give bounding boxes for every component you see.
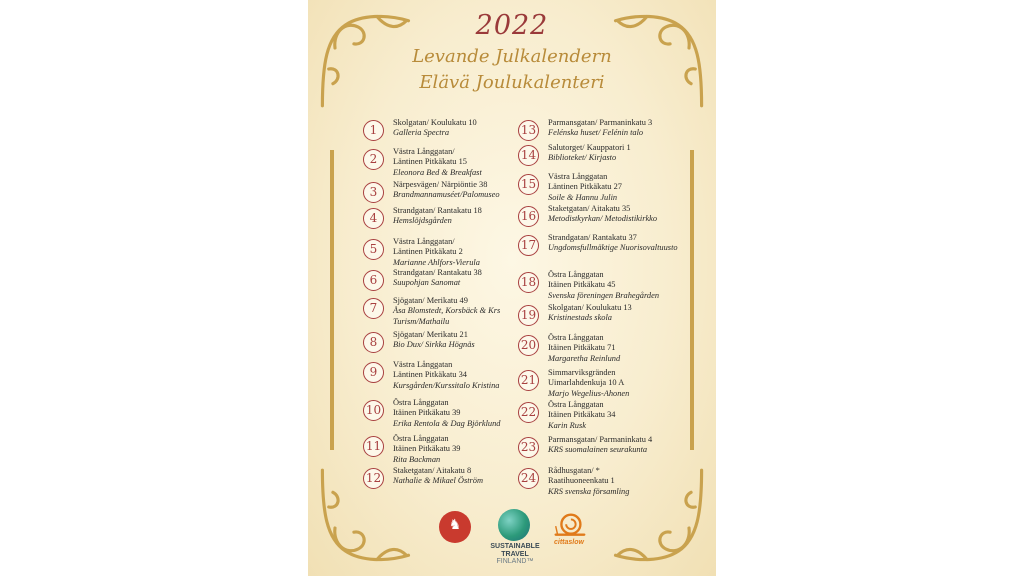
host-name: Karin Rusk xyxy=(548,420,586,430)
sustainable-travel-text xyxy=(476,543,554,566)
calendar-year: 2022 xyxy=(475,10,549,41)
day-number-badge: 16 xyxy=(518,206,539,227)
entry-text xyxy=(548,333,698,364)
host-name: Suupohjan Sanomat xyxy=(393,278,461,288)
address-line: Sjögatan/ Merikatu 21 xyxy=(393,330,468,339)
logo-text-line2: TRAVEL xyxy=(501,550,529,558)
host-name: Margaretha Reinlund xyxy=(548,353,621,363)
address-line: Raatihuoneenkatu 1 xyxy=(548,476,615,486)
address-line: Staketgatan/ Aitakatu 8 xyxy=(393,466,472,475)
day-number-badge: 24 xyxy=(518,468,539,489)
host-name: Ungdomsfullmäktige Nuorisovaltuusto xyxy=(548,243,678,253)
address-line: Strandgatan/ Rantakatu 37 xyxy=(548,233,637,242)
day-number-badge: 7 xyxy=(363,298,384,319)
entry-text xyxy=(548,303,698,324)
address-line: Östra Långgatan xyxy=(393,398,449,407)
address-line: Läntinen Pitkäkatu 34 xyxy=(393,370,467,380)
day-number-badge: 23 xyxy=(518,437,539,458)
entry-text xyxy=(548,233,698,254)
calendar-poster xyxy=(308,0,716,576)
day-number-badge: 18 xyxy=(518,272,539,293)
entry-text xyxy=(548,204,698,225)
address-line: Läntinen Pitkäkatu 27 xyxy=(548,182,622,192)
host-name: Kristinestads skola xyxy=(548,313,612,323)
address-line: Västra Långgatan xyxy=(393,360,453,369)
address-line: Simmarviksgränden xyxy=(548,368,616,377)
entry-text xyxy=(548,172,698,203)
host-name: Marjo Wegelius-Ahonen xyxy=(548,388,630,398)
day-number-badge: 4 xyxy=(363,208,384,229)
day-number-badge: 10 xyxy=(363,400,384,421)
host-name: Bio Dux/ Sirkka Högnäs xyxy=(393,340,475,350)
address-line: Östra Långgatan xyxy=(548,270,604,279)
address-line: Itäinen Pitkäkatu 39 xyxy=(393,444,461,454)
host-name: Kursgården/Kurssitalo Kristina xyxy=(393,380,500,390)
host-name: Eleonora Bed & Breakfast xyxy=(393,167,482,177)
title-finnish: Elävä Joulukalenteri xyxy=(419,72,605,93)
day-number-badge: 15 xyxy=(518,174,539,195)
address-line: Rådhusgatan/ * xyxy=(548,466,600,475)
day-number-badge: 19 xyxy=(518,305,539,326)
title-swedish: Levande Julkalendern xyxy=(412,46,612,67)
day-number-badge: 3 xyxy=(363,182,384,203)
day-number-badge: 14 xyxy=(518,145,539,166)
address-line: Parmansgatan/ Parmaninkatu 4 xyxy=(548,435,653,444)
host-name: Erika Rentola & Dag Björklund xyxy=(393,418,501,428)
day-number-badge: 17 xyxy=(518,235,539,256)
day-number-badge: 2 xyxy=(363,149,384,170)
address-line: Staketgatan/ Aitakatu 35 xyxy=(548,204,631,213)
address-line: Närpesvägen/ Närpiöntie 38 xyxy=(393,180,488,189)
address-line: Strandgatan/ Rantakatu 18 xyxy=(393,206,482,215)
address-line: Sjögatan/ Merikatu 49 xyxy=(393,296,468,305)
address-line: Salutorget/ Kauppatori 1 xyxy=(548,143,631,152)
day-number-badge: 11 xyxy=(363,436,384,457)
day-number-badge: 9 xyxy=(363,362,384,383)
address-line: Itäinen Pitkäkatu 45 xyxy=(548,280,616,290)
day-number-badge: 20 xyxy=(518,335,539,356)
host-name: KRS svenska församling xyxy=(548,486,630,496)
day-number-badge: 6 xyxy=(363,270,384,291)
day-number-badge: 22 xyxy=(518,402,539,423)
day-number-badge: 5 xyxy=(363,239,384,260)
address-line: Itäinen Pitkäkatu 39 xyxy=(393,408,461,418)
host-name: Brandmannamuséet/Palomuseo xyxy=(393,190,500,200)
day-number-badge: 12 xyxy=(363,468,384,489)
address-line: Östra Långgatan xyxy=(393,434,449,443)
host-name: KRS suomalainen seurakunta xyxy=(548,445,648,455)
address-line: Östra Långgatan xyxy=(548,333,604,342)
address-line: Uimarlahdenkuja 10 A xyxy=(548,378,625,388)
entry-text xyxy=(548,400,698,431)
day-number-badge: 21 xyxy=(518,370,539,391)
entry-text xyxy=(548,466,698,497)
host-name: Nathalie & Mikael Öström xyxy=(393,476,484,486)
heraldic-red-logo-icon: ♞ xyxy=(439,511,471,543)
address-line: Västra Långgatan/ xyxy=(393,147,455,156)
host-name: Metodistkyrkan/ Metodistikirkko xyxy=(548,214,658,224)
host-name: Galleria Spectra xyxy=(393,128,450,138)
sustainable-travel-globe-icon xyxy=(498,509,530,541)
day-number-badge: 8 xyxy=(363,332,384,353)
day-number-badge: 1 xyxy=(363,120,384,141)
host-name: Felénska huset/ Felénin talo xyxy=(548,128,644,138)
address-line: Itäinen Pitkäkatu 34 xyxy=(548,410,616,420)
address-line: Skolgatan/ Koulukatu 10 xyxy=(393,118,477,127)
entry-text xyxy=(548,143,698,164)
address-line: Parmansgatan/ Parmaninkatu 3 xyxy=(548,118,653,127)
logo-text-line1: SUSTAINABLE xyxy=(490,543,540,550)
address-line: Strandgatan/ Rantakatu 38 xyxy=(393,268,482,277)
address-line: Västra Långgatan xyxy=(548,172,608,181)
entry-text xyxy=(548,270,698,301)
day-number-badge: 13 xyxy=(518,120,539,141)
host-name: Åsa Blomstedt, Korsbäck & Krs Turism/Mathailu xyxy=(393,306,501,326)
address-line: Läntinen Pitkäkatu 2 xyxy=(393,247,463,257)
address-line: Läntinen Pitkäkatu 15 xyxy=(393,157,467,167)
entry-text xyxy=(548,435,698,456)
entry-text xyxy=(548,118,698,139)
host-name: Biblioteket/ Kirjasto xyxy=(548,153,617,163)
host-name: Hemslöjdsgården xyxy=(393,216,452,226)
address-line: Skolgatan/ Koulukatu 13 xyxy=(548,303,632,312)
address-line: Itäinen Pitkäkatu 71 xyxy=(548,343,616,353)
entry-text xyxy=(548,368,698,399)
cittaslow-text: cittaslow xyxy=(554,539,584,546)
host-name: Soile & Hannu Julin xyxy=(548,192,618,202)
left-border-bar xyxy=(330,150,334,450)
host-name: Svenska föreningen Brahegården xyxy=(548,290,660,300)
logo-text-line3: FINLAND™ xyxy=(496,558,534,565)
sponsor-logos xyxy=(308,505,716,570)
address-line: Västra Långgatan/ xyxy=(393,237,455,246)
host-name: Rita Backman xyxy=(393,454,441,464)
host-name: Marianne Ahlfors-Vierula xyxy=(393,257,480,267)
address-line: Östra Långgatan xyxy=(548,400,604,409)
